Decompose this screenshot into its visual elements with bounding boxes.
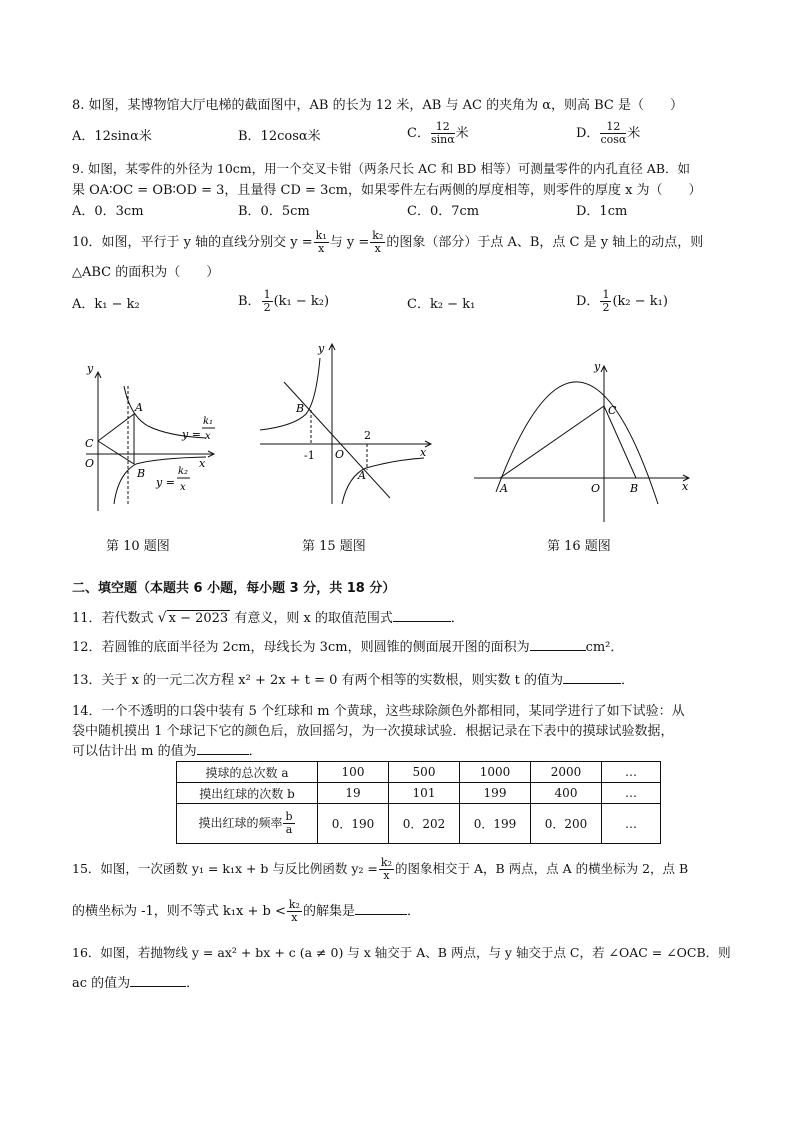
- fig10-triangle: [98, 414, 134, 464]
- q14-table: [176, 761, 661, 844]
- fig10-label-x: x: [199, 457, 206, 470]
- figure-15: [254, 338, 444, 508]
- fig16-label-o: O: [591, 482, 601, 495]
- fig15-line: [284, 382, 390, 498]
- table-cell: 199: [460, 783, 531, 804]
- table-cell: 1000: [460, 762, 531, 783]
- q16-blank[interactable]: [130, 986, 186, 987]
- q15-blank[interactable]: [355, 914, 407, 915]
- table-row: [177, 762, 661, 783]
- q8-stem: 8. 如图，某博物馆大厅电梯的截面图中，AB 的长为 12 米，AB 与 AC 的夹角为 α，则高 BC 是（ ）: [72, 98, 684, 113]
- fig15-label-y: y: [318, 342, 325, 355]
- q14-line2: 袋中随机摸出 1 个球记下它的颜色后，放回摇匀，为一次摸球试验．根据记录在下表中的摸球试验数据，: [72, 724, 674, 739]
- q10-stem-line1: 10．如图，平行于 y 轴的直线分别交 y = $\frac{\text{k₁}}{x}$ 与 y = $\frac{\text{k₂}}{x}$ 的图象（部分）于点 A、B，点 C 是 y 轴上的动点，则: [72, 229, 704, 255]
- q12: 12．若圆锥的底面半径为 2cm，母线长为 3cm，则圆锥的侧面展开图的面积为 cm²．: [72, 640, 624, 655]
- q8-option-b[interactable]: B．12cosα米: [238, 129, 321, 144]
- q8-option-c[interactable]: C． $\frac{12}{\sin\alpha}$ 米: [407, 120, 469, 146]
- fig15-label-m1: -1: [304, 449, 315, 462]
- fig10-label-f2: y =: [156, 476, 175, 489]
- q10-option-d[interactable]: D． $\frac{1}{2}$ (k₂ − k₁): [576, 288, 668, 314]
- fig15-label-b: B: [296, 402, 305, 415]
- q16-line2: ac 的值为 ．: [72, 976, 200, 991]
- fig10-label-y: y: [87, 362, 94, 375]
- fig16-label-c: C: [608, 404, 617, 417]
- q9-stem-line1: 9. 如图，某零件的外径为 10cm，用一个交叉卡钳（两条尺长 AC 和 BD 相等）可测量零件的内孔直径 AB．如: [72, 161, 691, 176]
- fig10-label-a: A: [135, 401, 143, 414]
- q9-stem-line2: 果 OA∶OC = OB∶OD = 3，且量得 CD = 3cm，如果零件左右两侧的厚度相等，则零件的厚度 x 为（ ）: [72, 183, 702, 198]
- figure-16: [470, 356, 700, 524]
- table-cell: 19: [318, 783, 389, 804]
- q14-line3: 可以估计出 m 的值为 ．: [72, 744, 262, 759]
- fig10-label-o: O: [85, 457, 95, 470]
- q10-option-c[interactable]: C．k₂ − k₁: [407, 297, 476, 312]
- fig10-label-f1: y =: [182, 428, 201, 441]
- q16-line1: 16．如图，若抛物线 y = ax² + bx + c (a ≠ 0) 与 x 轴交于 A、B 两点，与 y 轴交于点 C，若 ∠OAC = ∠OCB．则: [72, 945, 731, 960]
- table-cell: 0．200: [531, 804, 602, 844]
- q15-line2: 的横坐标为 -1，则不等式 k₁x + b < $\frac{\text{k₂}}{x}$ 的解集是 ．: [72, 898, 420, 924]
- q12-blank[interactable]: [530, 650, 586, 651]
- fig15-label-a: A: [358, 469, 366, 482]
- q13: 13．关于 x 的一元二次方程 x² + 2x + t = 0 有两个相等的实数根，则实数 t 的值为 ．: [72, 673, 635, 688]
- fig10-label-c: C: [85, 437, 94, 450]
- fig15-label-o: O: [335, 448, 345, 461]
- table-cell: 500: [389, 762, 460, 783]
- fig16-label-b: B: [630, 482, 639, 495]
- fig15-curve-left: [260, 358, 320, 430]
- table-cell: 0．199: [460, 804, 531, 844]
- fig16-label-a: A: [500, 482, 508, 495]
- q10-option-a[interactable]: A．k₁ − k₂: [72, 297, 140, 312]
- figure-10: [78, 356, 228, 516]
- q14-line1: 14．一个不透明的口袋中装有 5 个红球和 m 个黄球，这些球除颜色外都相同，某同学进行了如下试验：从: [72, 704, 685, 719]
- q9-option-d[interactable]: D．1cm: [576, 204, 628, 219]
- q9-option-b[interactable]: B．0．5cm: [238, 204, 310, 219]
- fig10-label-f1-den: x: [205, 431, 211, 442]
- q9-option-a[interactable]: A．0．3cm: [72, 204, 144, 219]
- table-cell: 0．190: [318, 804, 389, 844]
- fig10-label-f2-den: x: [180, 482, 186, 493]
- fig15-caption: 第 15 题图: [302, 539, 366, 554]
- table-cell: 101: [389, 783, 460, 804]
- q8-option-a[interactable]: A．12sinα米: [72, 129, 152, 144]
- fig16-label-x: x: [682, 480, 689, 493]
- table-cell: …: [602, 783, 661, 804]
- q15-line1: 15．如图，一次函数 y₁ = k₁x + b 与反比例函数 y₂ = $\frac{\text{k₂}}{x}$ 的图象相交于 A，B 两点，点 A 的横坐标为 2，点 B: [72, 856, 689, 882]
- table-cell: 2000: [531, 762, 602, 783]
- table-row-label: 摸出红球的次数 b: [177, 783, 318, 804]
- table-cell: 100: [318, 762, 389, 783]
- fig16-label-y: y: [594, 360, 601, 373]
- fig15-curve-right: [342, 458, 424, 504]
- table-cell: …: [602, 762, 661, 783]
- fig10-label-b: B: [137, 467, 146, 480]
- q11: 11．若代数式 √ x − 2023 有意义，则 x 的取值范围式 ．: [72, 610, 464, 626]
- table-row: [177, 783, 661, 804]
- section-heading: 二、填空题（本题共 6 小题，每小题 3 分，共 18 分）: [72, 581, 396, 596]
- q13-blank[interactable]: [563, 683, 621, 684]
- table-row-label: 摸出红球的频率 $\frac{b}{a}$: [177, 804, 318, 844]
- q9-option-c[interactable]: C．0．7cm: [407, 204, 480, 219]
- fig10-caption: 第 10 题图: [106, 539, 170, 554]
- q10-option-b[interactable]: B． $\frac{1}{2}$ (k₁ − k₂): [238, 288, 330, 314]
- fig15-label-x: x: [420, 446, 427, 459]
- fig10-label-f1-num: k₁: [203, 416, 214, 427]
- table-cell: 400: [531, 783, 602, 804]
- table-cell: 0．202: [389, 804, 460, 844]
- fig16-caption: 第 16 题图: [547, 539, 611, 554]
- fig15-label-two: 2: [364, 429, 371, 442]
- table-row: [177, 804, 661, 844]
- q11-blank[interactable]: [393, 621, 451, 622]
- q14-blank[interactable]: [197, 754, 249, 755]
- table-row-label: 摸球的总次数 a: [177, 762, 318, 783]
- fig10-label-f2-num: k₂: [178, 466, 189, 477]
- q8-option-d[interactable]: D． $\frac{12}{\cos\alpha}$ 米: [576, 120, 641, 146]
- table-cell: …: [602, 804, 661, 844]
- q10-stem-line2: △ABC 的面积为（ ）: [72, 265, 220, 280]
